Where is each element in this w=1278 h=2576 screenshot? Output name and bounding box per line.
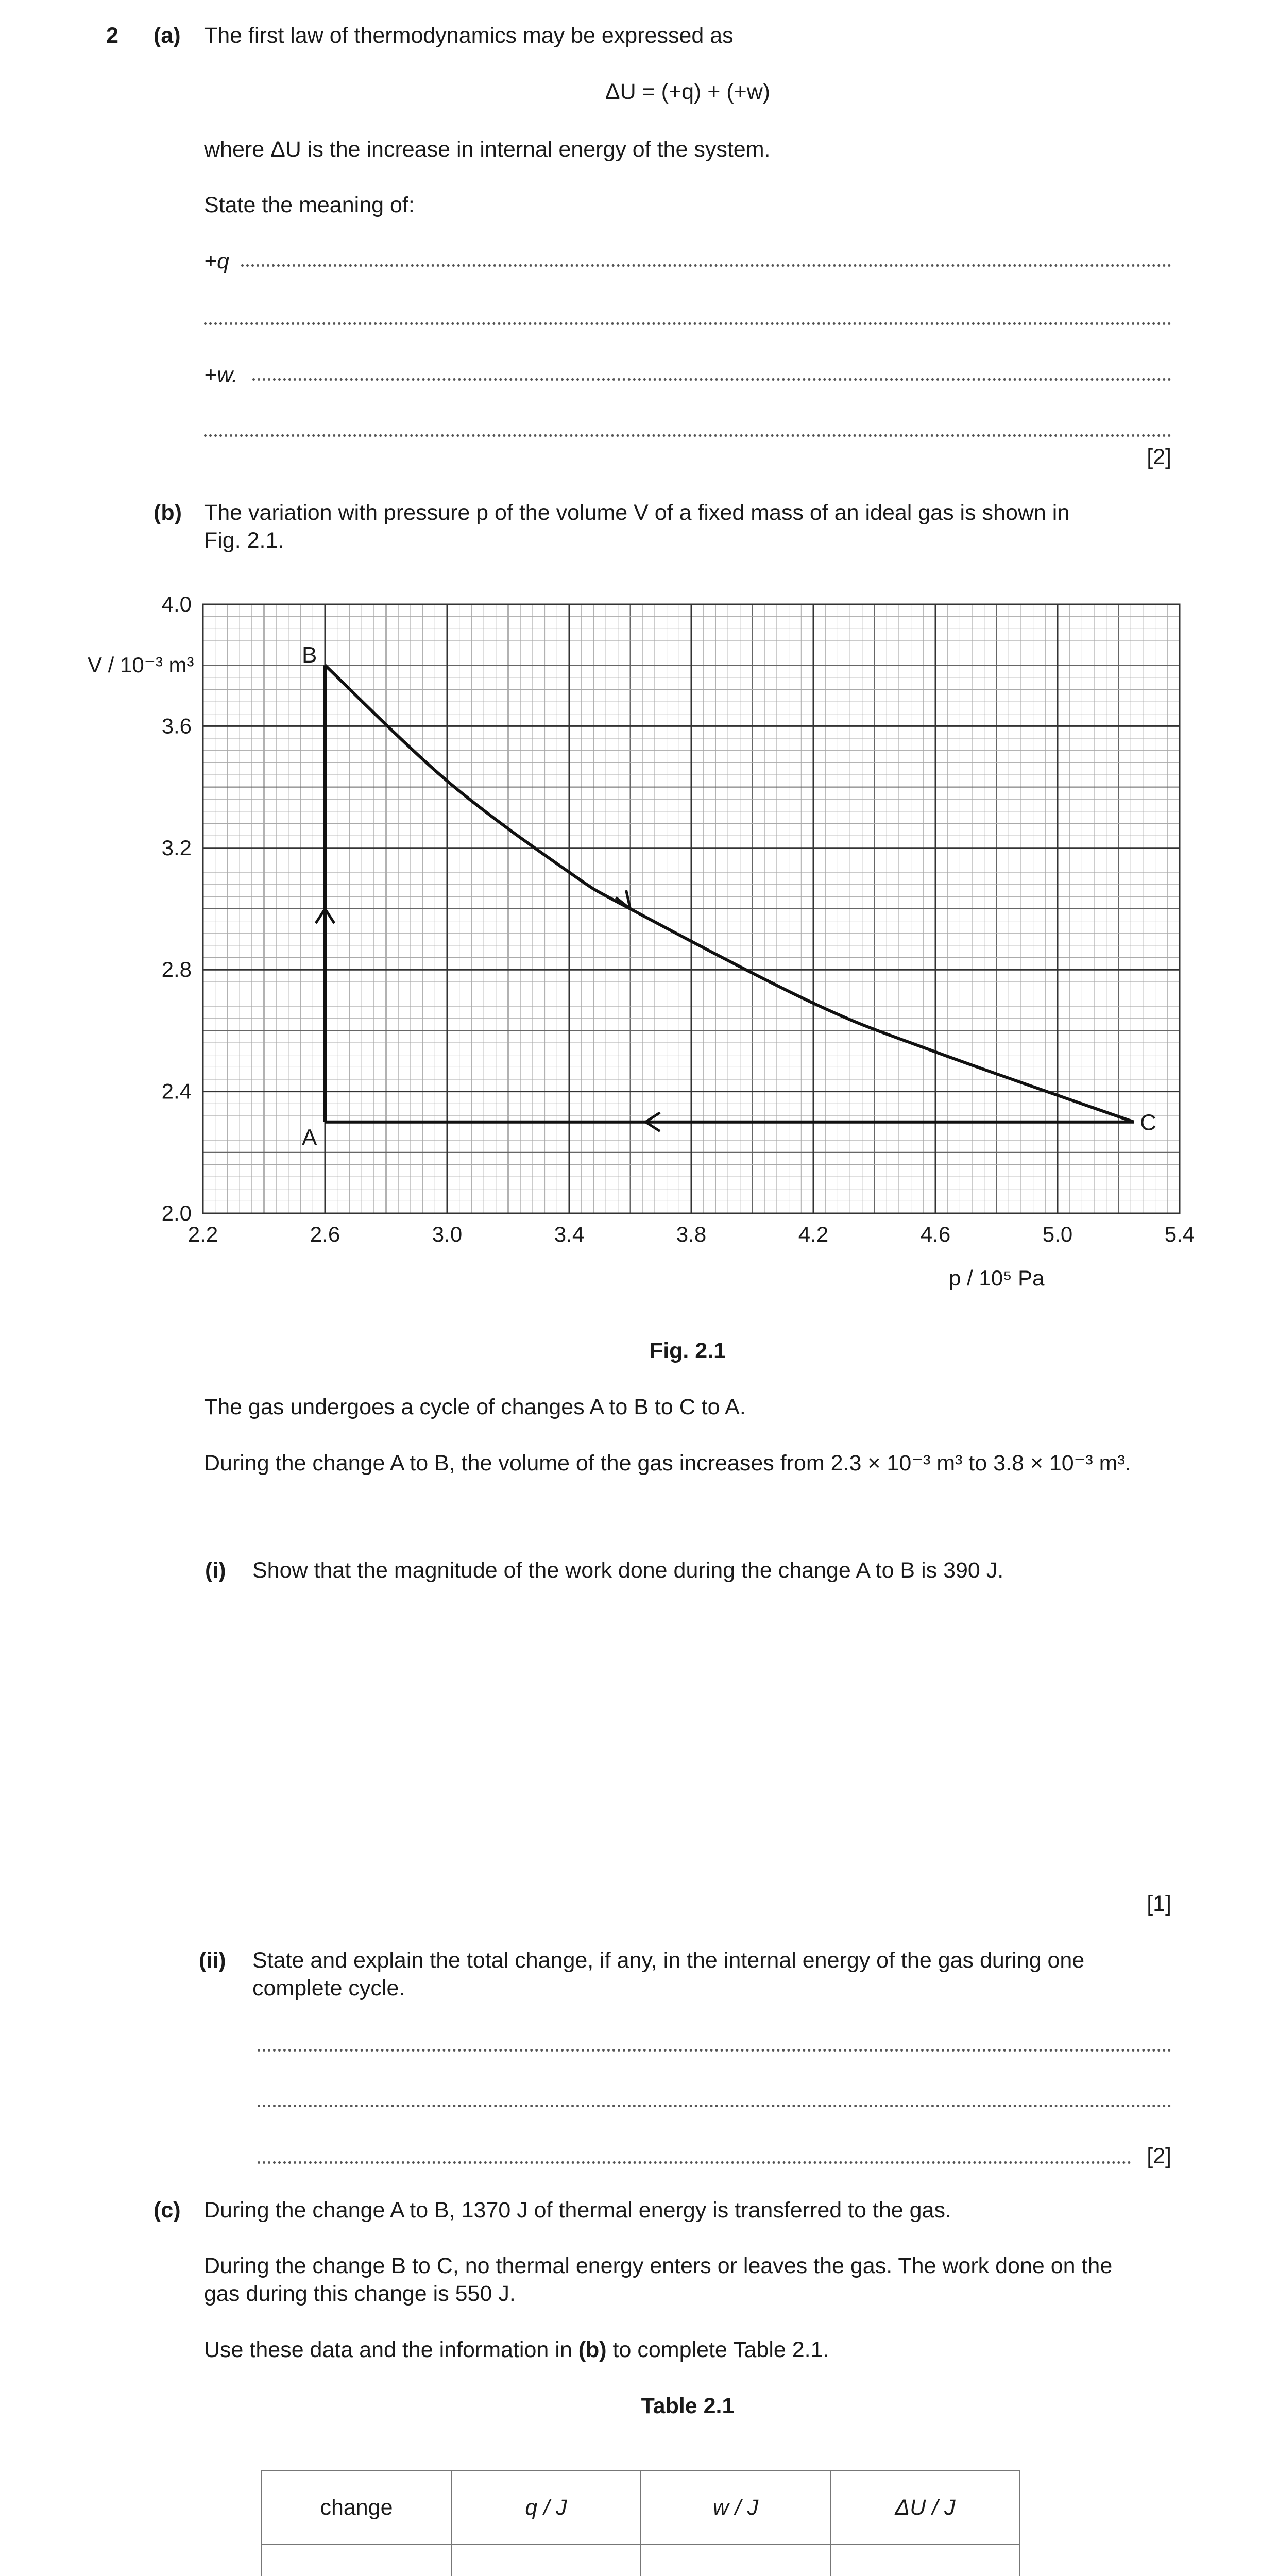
cycle-text: The gas undergoes a cycle of changes A to B to C to A. (204, 1395, 746, 1419)
part-c-label: (c) (154, 2198, 181, 2223)
part-a-intro: The first law of thermodynamics may be expressed as (204, 23, 734, 48)
fig-caption: Fig. 2.1 (649, 1338, 726, 1363)
q-label: +q (204, 249, 230, 274)
w-label: +w. (204, 363, 238, 387)
x-tick-label: 3.0 (432, 1222, 463, 1246)
x-axis-label: p / 10⁵ Pa (949, 1266, 1045, 1290)
part-c-text2-line1: During the change B to C, no thermal energy enters or leaves the gas. The work done on the (204, 2253, 1113, 2278)
row-label-a-to-b (262, 2544, 451, 2576)
part-b-i-label: (i) (205, 1558, 226, 1583)
part-b-ii-text-line1: State and explain the total change, if any, in the internal energy of the gas during one (252, 1948, 1085, 1973)
x-tick-label: 4.2 (798, 1222, 829, 1246)
header-change: change (262, 2471, 451, 2544)
part-c-text3: Use these data and the information in (b) to complete Table 2.1. (204, 2337, 829, 2362)
y-tick-label: 2.0 (161, 1201, 192, 1225)
question-number: 2 (106, 23, 118, 48)
point-label-b: B (302, 642, 317, 668)
table-2-1 (261, 2470, 1020, 2576)
cell-q-ab[interactable] (451, 2544, 641, 2576)
table-title: Table 2.1 (641, 2394, 735, 2418)
y-tick-label: 3.6 (161, 714, 192, 738)
part-c-text2-line2: gas during this change is 550 J. (204, 2281, 516, 2306)
x-tick-label: 4.6 (920, 1222, 951, 1246)
point-label-a: A (302, 1125, 317, 1150)
part-b-intro-line1: The variation with pressure p of the volume V of a fixed mass of an ideal gas is shown in (204, 500, 1070, 525)
answer-line-ii-3[interactable] (258, 2161, 1131, 2164)
x-tick-label: 5.4 (1164, 1222, 1195, 1246)
part-c-text1: During the change A to B, 1370 J of thermal energy is transferred to the gas. (204, 2198, 951, 2223)
answer-line-ii-2[interactable] (258, 2105, 1171, 2107)
x-tick-label: 3.8 (676, 1222, 707, 1246)
part-b-intro-line2: Fig. 2.1. (204, 528, 284, 553)
cell-du-ab[interactable] (830, 2544, 1020, 2576)
header-q: q / J (451, 2471, 641, 2544)
answer-line-ii-1[interactable] (258, 2049, 1171, 2052)
part-a-prompt: State the meaning of: (204, 193, 415, 217)
header-du: ΔU / J (830, 2471, 1020, 2544)
x-tick-label: 2.6 (310, 1222, 340, 1246)
y-tick-label: 4.0 (161, 592, 192, 616)
part-b-i-marks: [1] (1147, 1891, 1171, 1916)
x-tick-label: 2.2 (188, 1222, 218, 1246)
part-b-ii-label: (ii) (199, 1948, 226, 1973)
cell-w-ab[interactable] (641, 2544, 830, 2576)
part-b-ii-marks: [2] (1147, 2144, 1171, 2168)
part-b-label: (b) (154, 500, 182, 525)
volume-text: During the change A to B, the volume of the gas increases from 2.3 × 10⁻³ m³ to 3.8 × 10⁻³ m³. (204, 1451, 1131, 1476)
y-tick-label: 2.8 (161, 957, 192, 982)
part-b-i-text: Show that the magnitude of the work done during the change A to B is 390 J. (252, 1558, 1004, 1583)
header-w: w / J (641, 2471, 830, 2544)
point-label-c: C (1140, 1110, 1156, 1136)
part-a-label: (a) (154, 23, 181, 48)
part-b-ii-text-line2: complete cycle. (252, 1976, 405, 2001)
part-a-marks: [2] (1147, 445, 1171, 469)
x-tick-label: 5.0 (1042, 1222, 1073, 1246)
table-row (262, 2544, 1020, 2576)
x-tick-label: 3.4 (554, 1222, 585, 1246)
y-tick-label: 2.4 (161, 1079, 192, 1104)
y-axis-label: V / 10⁻³ m³ (88, 653, 194, 677)
part-a-where: where ΔU is the increase in internal energy of the system. (204, 137, 771, 162)
y-tick-label: 3.2 (161, 835, 192, 860)
first-law-equation: ΔU = (+q) + (+w) (605, 79, 771, 104)
